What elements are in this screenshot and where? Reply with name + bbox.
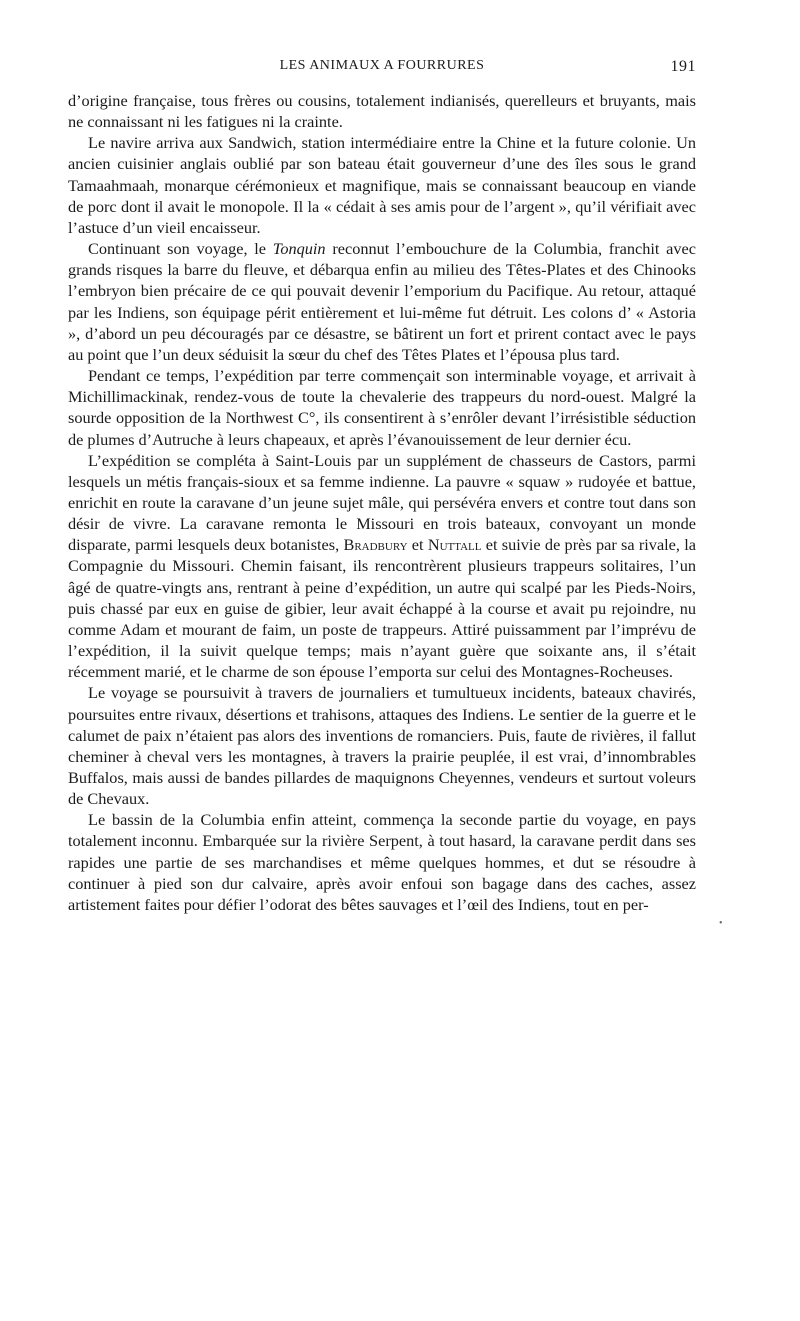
paragraph bbox=[68, 682, 696, 809]
paragraph-text: Le voyage se poursuivit à travers de journaliers et tumultueux incidents, bateaux chavirés, poursuites entre rivaux, désertions et trahisons, attaques des Indiens. Le sentier de la guerre et le calumet de paix n’étaient pas alors des inventions de romanciers. Puis, faute de rivières, il fallut cheminer à cheval vers les montagnes, à travers la prairie peuplée, il est vrai, d’innombrables Buffalos, mais aussi de bandes pillardes de maquignons Cheyennes, vendeurs et surtout voleurs de Chevaux. bbox=[68, 683, 696, 809]
paragraph bbox=[68, 90, 696, 132]
paragraph bbox=[68, 450, 696, 683]
botanist-name-smallcaps: Nuttall bbox=[427, 535, 482, 555]
running-title: LES ANIMAUX A FOURRURES bbox=[279, 58, 485, 73]
paragraph-text: d’origine française, tous frères ou cousins, totalement indianisés, querelleurs et bruyants, mais ne connaissant ni les fatigues ni la crainte. bbox=[68, 91, 696, 132]
paragraph-text: et bbox=[407, 535, 428, 555]
paragraph bbox=[68, 809, 696, 915]
paragraph-text: Continuant son voyage, le bbox=[88, 239, 273, 259]
paragraph bbox=[68, 132, 696, 238]
paragraph-text: Pendant ce temps, l’expédition par terre commençait son interminable voyage, et arrivait à Michillimackinak, rendez-vous de toute la chevalerie des trappeurs du nord-ouest. Malgré la sourde opposition de la Northwest C°, ils consentirent à s’enrôler devant l’irrésistible séduction de plumes d’Autruche à leurs chapeaux, et après l’évanouissement de leur dernier écu. bbox=[68, 366, 696, 449]
page bbox=[68, 58, 696, 915]
paragraph bbox=[68, 365, 696, 450]
page-number: 191 bbox=[670, 58, 696, 75]
paragraph-text: Le bassin de la Columbia enfin atteint, commença la seconde partie du voyage, en pays totalement inconnu. Embarquée sur la rivière Serpent, à tout hasard, la caravane perdit dans ses rapides une partie de ses marchandises et même quelques hommes, et dut se résoudre à continuer à pied son dur calvaire, après avoir enfoui son bagage dans des caches, assez artistement faites pour défier l’odorat des bêtes sauvages et l’œil des Indiens, tout en per- bbox=[68, 810, 696, 914]
paragraph bbox=[68, 238, 696, 365]
paragraph-text: reconnut l’embouchure de la Columbia, franchit avec grands risques la barre du fleuve, et débarqua enfin au milieu des Têtes-Plates et des Chinooks l’embryon bien précaire de ce qui pouvait devenir l’emporium du Pacifique. Au retour, attaqué par les Indiens, son équipage périt entièrement et lui-même fut détruit. Les colons d’ « Astoria », d’abord un peu découragés par ce désastre, se bâtirent un fort et prirent contact avec le pays au point que l’un deux séduisit la sœur du chef des Têtes Plates et l’épousa plus tard. bbox=[68, 239, 696, 364]
paragraph-text: Le navire arriva aux Sandwich, station intermédiaire entre la Chine et la future colonie. Un ancien cuisinier anglais oublié par son bateau était gouverneur d’une des îles sous le grand Tamaahmaah, monarque cérémonieux et magnifique, mais se connaissant beaucoup en viande de porc dont il avait le monopole. Il la « cédait à ses amis pour de l’argent », qu’il vérifiait avec l’astuce d’un vieil encaisseur. bbox=[68, 133, 696, 237]
margin-mark: • bbox=[719, 918, 723, 929]
body-text bbox=[68, 90, 696, 915]
botanist-name-smallcaps: Bradbury bbox=[343, 535, 408, 555]
running-head bbox=[68, 58, 696, 82]
paragraph-text: et suivie de près par sa rivale, la Compagnie du Missouri. Chemin faisant, ils rencontrèrent plusieurs trappeurs solitaires, l’un âgé de quatre-vingts ans, rentrant à peine d’expédition, un autre qui scalpé par les Pieds-Noirs, puis chassé par eux en guise de gibier, leur avait échappé à la course et avait pu rejoindre, nu comme Adam et mourant de faim, un poste de trappeurs. Attiré puissamment par l’imprévu de l’expédition, il la suivit quelque temps; mais n’ayant guère que soixante ans, il s’était récemment marié, et le charme de son épouse l’emporta sur celui des Montagnes-Rocheuses. bbox=[68, 535, 697, 682]
ship-name-italic: Tonquin bbox=[272, 239, 326, 259]
paragraph-text: L’expédition se compléta à Saint-Louis par un supplément de chasseurs de Castors, parmi lesquels un métis français-sioux et sa femme indienne. La pauvre « squaw » rudoyée et battue, enrichit en route la caravane d’un jeune sujet mâle, qui persévéra envers et contre tout dans son désir de vivre. La caravane remonta le Missouri en trois bateaux, convoyant un monde disparate, parmi lesquels deux botanistes, bbox=[68, 450, 696, 555]
